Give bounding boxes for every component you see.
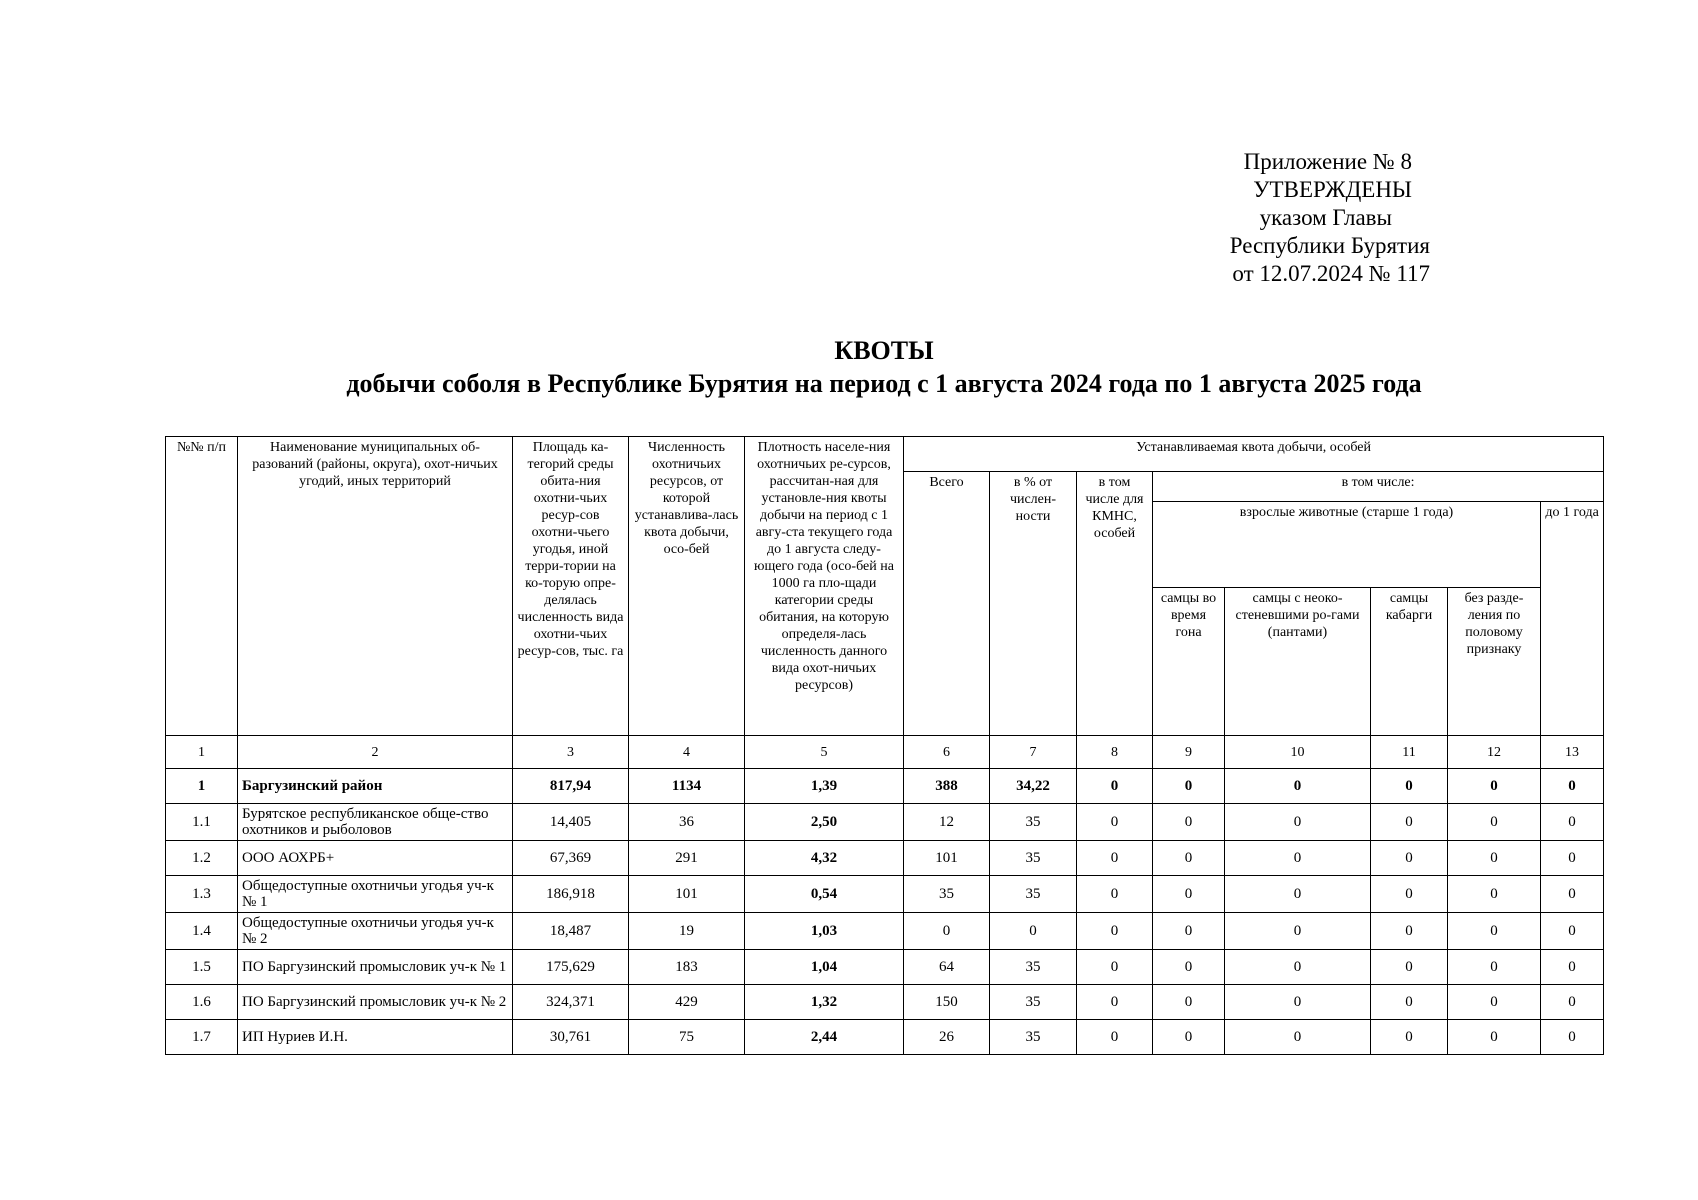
table-row <box>166 769 1604 804</box>
table-cell: Общедоступные охотничьи угодья уч-к № 1 <box>238 876 513 913</box>
table-cell: 0 <box>1371 769 1448 804</box>
table-cell: 1.5 <box>166 950 238 985</box>
table-cell: 0 <box>990 913 1077 950</box>
column-number: 2 <box>238 736 513 769</box>
table-cell: 101 <box>629 876 745 913</box>
quota-table <box>165 436 1604 1055</box>
table-cell: Общедоступные охотничьи угодья уч-к № 2 <box>238 913 513 950</box>
header-kmns: в том числе для КМНС, особей <box>1077 472 1153 736</box>
table-row <box>166 876 1604 913</box>
title-main: КВОТЫ <box>834 336 934 365</box>
column-number: 13 <box>1541 736 1604 769</box>
table-cell: 67,369 <box>513 841 629 876</box>
table-row <box>166 841 1604 876</box>
table-cell: ООО АОХРБ+ <box>238 841 513 876</box>
approval-decree: указом Главы <box>1259 205 1392 230</box>
header-population: Численность охотничьих ресурсов, от которой устанавлива-лась квота добычи, осо-бей <box>629 437 745 736</box>
table-cell: 0 <box>1371 1020 1448 1055</box>
table-cell: 0 <box>1225 913 1371 950</box>
table-cell: 0,54 <box>745 876 904 913</box>
table-cell: 291 <box>629 841 745 876</box>
header-males-rut: самцы во время гона <box>1153 588 1225 736</box>
table-cell: ИП Нуриев И.Н. <box>238 1020 513 1055</box>
table-cell: ПО Баргузинский промысловик уч-к № 1 <box>238 950 513 985</box>
table-cell: 0 <box>1077 913 1153 950</box>
table-cell: 0 <box>1371 950 1448 985</box>
header-under-one-year: до 1 года <box>1541 502 1604 736</box>
table-cell: 26 <box>904 1020 990 1055</box>
table-cell: 0 <box>1541 876 1604 913</box>
column-number: 8 <box>1077 736 1153 769</box>
table-cell: 1 <box>166 769 238 804</box>
table-cell: 1.3 <box>166 876 238 913</box>
table-cell: 1.7 <box>166 1020 238 1055</box>
header-name: Наименование муниципальных об-разований (районы, округа), охот-ничьих угодий, иных территорий <box>238 437 513 736</box>
column-number: 7 <box>990 736 1077 769</box>
column-number: 6 <box>904 736 990 769</box>
table-cell: 0 <box>1225 804 1371 841</box>
table-row <box>166 985 1604 1020</box>
table-cell: 388 <box>904 769 990 804</box>
table-cell: 0 <box>1153 1020 1225 1055</box>
table-cell: 0 <box>1077 1020 1153 1055</box>
table-cell: 35 <box>990 1020 1077 1055</box>
table-cell: 429 <box>629 985 745 1020</box>
table-cell: 183 <box>629 950 745 985</box>
header-quota-group: Устанавливаемая квота добычи, особей <box>904 437 1604 472</box>
table-cell: 0 <box>1077 985 1153 1020</box>
header-including: в том числе: <box>1153 472 1604 502</box>
header-percent: в % от числен-ности <box>990 472 1077 736</box>
table-cell: 101 <box>904 841 990 876</box>
table-cell: 0 <box>1448 950 1541 985</box>
column-number: 9 <box>1153 736 1225 769</box>
appendix-number: Приложение № 8 <box>1243 149 1412 174</box>
header-area: Площадь ка-тегорий среды обита-ния охотни-чьих ресур-сов охотни-чьего угодья, иной терри-тории на ко-торую опре-делялась численность вида охотни-чьих ресур-сов, тыс. га <box>513 437 629 736</box>
table-cell: 35 <box>990 841 1077 876</box>
table-cell: 1.2 <box>166 841 238 876</box>
table-cell: 34,22 <box>990 769 1077 804</box>
header-density: Плотность населе-ния охотничьих ре-сурсов, рассчитан-ная для установле-ния квоты добычи на период с 1 авгу-ста текущего года до 1 августа следу-ющего года (осо-бей на 1000 га пло-щади категории среды обитания, на которую определя-лась численность данного вида охот-ничьих ресурсов) <box>745 437 904 736</box>
table-cell: 0 <box>1077 950 1153 985</box>
table-cell: 35 <box>990 876 1077 913</box>
document-title <box>165 334 1603 400</box>
table-cell: 0 <box>1541 985 1604 1020</box>
approved-label: УТВЕРЖДЕНЫ <box>1253 177 1412 202</box>
table-cell: 0 <box>1225 841 1371 876</box>
table-cell: 0 <box>1153 950 1225 985</box>
column-number: 5 <box>745 736 904 769</box>
table-cell: 150 <box>904 985 990 1020</box>
table-cell: 0 <box>904 913 990 950</box>
table-cell: 324,371 <box>513 985 629 1020</box>
column-number: 10 <box>1225 736 1371 769</box>
table-row <box>166 804 1604 841</box>
table-cell: 0 <box>1371 876 1448 913</box>
title-sub: добычи соболя в Республике Бурятия на период с 1 августа 2024 года по 1 августа 2025 года <box>346 369 1422 398</box>
table-row <box>166 1020 1604 1055</box>
table-cell: 75 <box>629 1020 745 1055</box>
table-cell: 2,50 <box>745 804 904 841</box>
table-cell: 18,487 <box>513 913 629 950</box>
table-cell: 35 <box>904 876 990 913</box>
table-cell: 817,94 <box>513 769 629 804</box>
table-cell: 186,918 <box>513 876 629 913</box>
table-cell: ПО Баргузинский промысловик уч-к № 2 <box>238 985 513 1020</box>
table-cell: 0 <box>1225 985 1371 1020</box>
column-number: 11 <box>1371 736 1448 769</box>
table-cell: 0 <box>1448 876 1541 913</box>
table-cell: 0 <box>1153 841 1225 876</box>
approval-block <box>1130 148 1430 288</box>
header-males-musk-deer: самцы кабарги <box>1371 588 1448 736</box>
table-cell: 0 <box>1541 804 1604 841</box>
header-males-antlers: самцы с неоко-стеневшими ро-гами (пантами) <box>1225 588 1371 736</box>
table-cell: 0 <box>1448 913 1541 950</box>
table-cell: 0 <box>1153 985 1225 1020</box>
table-cell: 0 <box>1448 804 1541 841</box>
table-cell: 36 <box>629 804 745 841</box>
table-cell: 0 <box>1448 1020 1541 1055</box>
header-number: №№ п/п <box>166 437 238 736</box>
table-cell: 0 <box>1077 841 1153 876</box>
table-cell: 1,04 <box>745 950 904 985</box>
table-cell: 30,761 <box>513 1020 629 1055</box>
table-cell: 1.1 <box>166 804 238 841</box>
table-cell: 0 <box>1077 804 1153 841</box>
table-cell: 0 <box>1225 1020 1371 1055</box>
table-cell: 14,405 <box>513 804 629 841</box>
table-cell: 0 <box>1153 769 1225 804</box>
column-number: 4 <box>629 736 745 769</box>
table-row <box>166 950 1604 985</box>
table-cell: 1,03 <box>745 913 904 950</box>
table-cell: 19 <box>629 913 745 950</box>
table-cell: 0 <box>1371 985 1448 1020</box>
approval-authority: Республики Бурятия <box>1229 233 1430 258</box>
table-cell: 0 <box>1541 1020 1604 1055</box>
table-cell: 0 <box>1153 876 1225 913</box>
table-cell: Бурятское республиканское обще-ство охотников и рыболовов <box>238 804 513 841</box>
table-cell: 1.4 <box>166 913 238 950</box>
table-cell: 0 <box>1541 841 1604 876</box>
column-number: 3 <box>513 736 629 769</box>
table-cell: 0 <box>1077 769 1153 804</box>
table-cell: 0 <box>1371 841 1448 876</box>
table-cell: 0 <box>1541 950 1604 985</box>
table-cell: 35 <box>990 950 1077 985</box>
table-row <box>166 913 1604 950</box>
table-cell: Баргузинский район <box>238 769 513 804</box>
quota-table-body <box>166 736 1604 1055</box>
table-cell: 2,44 <box>745 1020 904 1055</box>
table-cell: 4,32 <box>745 841 904 876</box>
table-cell: 64 <box>904 950 990 985</box>
table-cell: 0 <box>1541 913 1604 950</box>
table-cell: 1,32 <box>745 985 904 1020</box>
column-number: 1 <box>166 736 238 769</box>
table-cell: 0 <box>1225 769 1371 804</box>
table-cell: 35 <box>990 985 1077 1020</box>
table-cell: 1134 <box>629 769 745 804</box>
column-number-row <box>166 736 1604 769</box>
table-cell: 0 <box>1153 804 1225 841</box>
header-adults: взрослые животные (старше 1 года) <box>1153 502 1541 588</box>
header-total: Всего <box>904 472 990 736</box>
table-cell: 0 <box>1225 950 1371 985</box>
table-cell: 0 <box>1153 913 1225 950</box>
table-cell: 0 <box>1448 769 1541 804</box>
table-cell: 0 <box>1371 804 1448 841</box>
table-cell: 35 <box>990 804 1077 841</box>
table-cell: 1,39 <box>745 769 904 804</box>
table-cell: 1.6 <box>166 985 238 1020</box>
table-cell: 12 <box>904 804 990 841</box>
table-cell: 0 <box>1541 769 1604 804</box>
table-cell: 175,629 <box>513 950 629 985</box>
table-cell: 0 <box>1077 876 1153 913</box>
table-cell: 0 <box>1448 985 1541 1020</box>
column-number: 12 <box>1448 736 1541 769</box>
header-no-sex-division: без разде-ления по половому признаку <box>1448 588 1541 736</box>
approval-date: от 12.07.2024 № 117 <box>1232 261 1430 286</box>
table-cell: 0 <box>1448 841 1541 876</box>
table-cell: 0 <box>1371 913 1448 950</box>
table-cell: 0 <box>1225 876 1371 913</box>
